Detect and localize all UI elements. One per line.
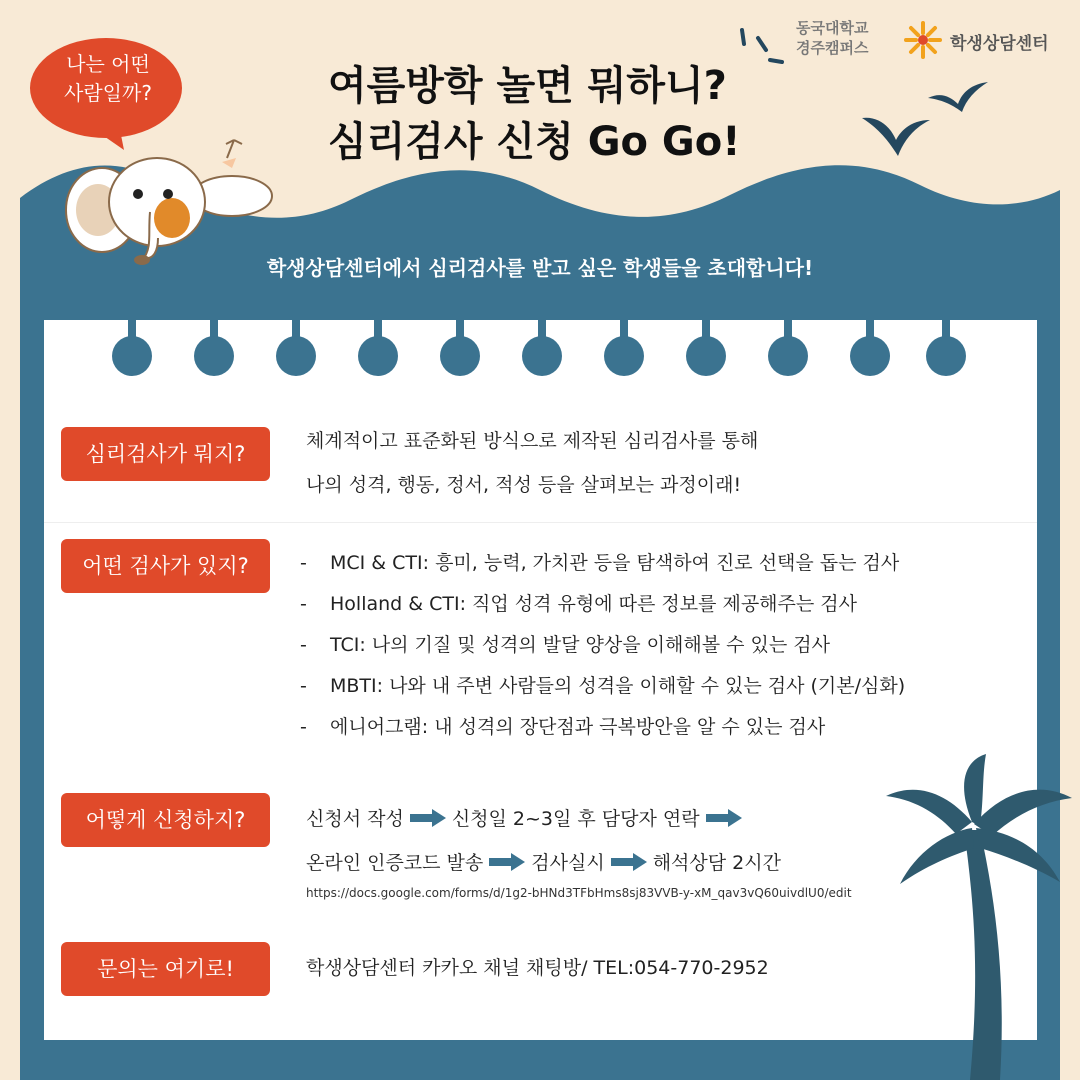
invite-text: 학생상담센터에서 심리검사를 받고 싶은 학생들을 초대합니다!	[266, 256, 814, 280]
label-what-is-test: 심리검사가 뭐지?	[61, 427, 270, 481]
what-line-1: 체계적이고 표준화된 방식으로 제작된 심리검사를 통해	[306, 430, 759, 452]
arrow-right-icon	[706, 809, 742, 827]
list-item: - TCI: 나의 기질 및 성격의 발달 양상을 이해해볼 수 있는 검사	[300, 634, 830, 656]
logo-center-name: 학생상담센터	[950, 34, 1049, 54]
title-line-2: 심리검사 신청 Go Go!	[328, 119, 741, 165]
arrow-right-icon	[410, 809, 446, 827]
step-1: 신청서 작성	[306, 808, 404, 830]
list-item: - Holland & CTI: 직업 성격 유형에 따른 정보를 제공해주는 검사	[300, 593, 857, 615]
bird-icon	[928, 82, 988, 112]
label-contact: 문의는 여기로!	[61, 942, 270, 996]
section-divider	[44, 522, 1037, 523]
step-5: 해석상담 2시간	[652, 852, 781, 874]
bird-icon	[862, 118, 930, 156]
apply-steps-line-2	[306, 848, 781, 875]
list-item: - MCI & CTI: 흥미, 능력, 가치관 등을 탐색하여 진로 선택을 돕는 검사	[300, 552, 900, 574]
contact-text: 학생상담센터 카카오 채널 채팅방/ TEL:054-770-2952	[306, 957, 769, 979]
test-type-list	[300, 543, 905, 748]
page-title	[328, 58, 740, 170]
logo-university-name: 동국대학교 경주캠퍼스	[796, 19, 869, 57]
sparkle-icon	[742, 30, 782, 62]
palm-tree-icon	[876, 752, 1080, 1080]
step-3: 온라인 인증코드 발송	[306, 852, 484, 874]
logo-flower-icon	[900, 20, 946, 60]
what-line-2: 나의 성격, 행동, 정서, 적성 등을 살펴보는 과정이래!	[306, 474, 742, 496]
label-how-to-apply: 어떻게 신청하지?	[61, 793, 270, 847]
label-test-types: 어떤 검사가 있지?	[61, 539, 270, 593]
elephant-mascot	[62, 138, 282, 268]
application-form-link[interactable]: https://docs.google.com/forms/d/1g2-bHNd3TFbHms8sj83VVB-y-xM_qav3vQ60uivdlU0/edit	[306, 886, 852, 900]
speech-bubble-text: 나는 어떤 사람일까?	[64, 52, 152, 105]
apply-steps-line-1	[306, 804, 748, 831]
title-line-1: 여름방학 놀면 뭐하니?	[328, 63, 727, 109]
arrow-right-icon	[489, 853, 525, 871]
step-4: 검사실시	[531, 852, 605, 874]
binder-rings	[0, 318, 1080, 388]
arrow-right-icon	[611, 853, 647, 871]
list-item: - 에니어그램: 내 성격의 장단점과 극복방안을 알 수 있는 검사	[300, 716, 826, 738]
list-item: - MBTI: 나와 내 주변 사람들의 성격을 이해할 수 있는 검사 (기본/심화)	[300, 675, 906, 697]
step-2: 신청일 2~3일 후 담당자 연락	[451, 808, 700, 830]
